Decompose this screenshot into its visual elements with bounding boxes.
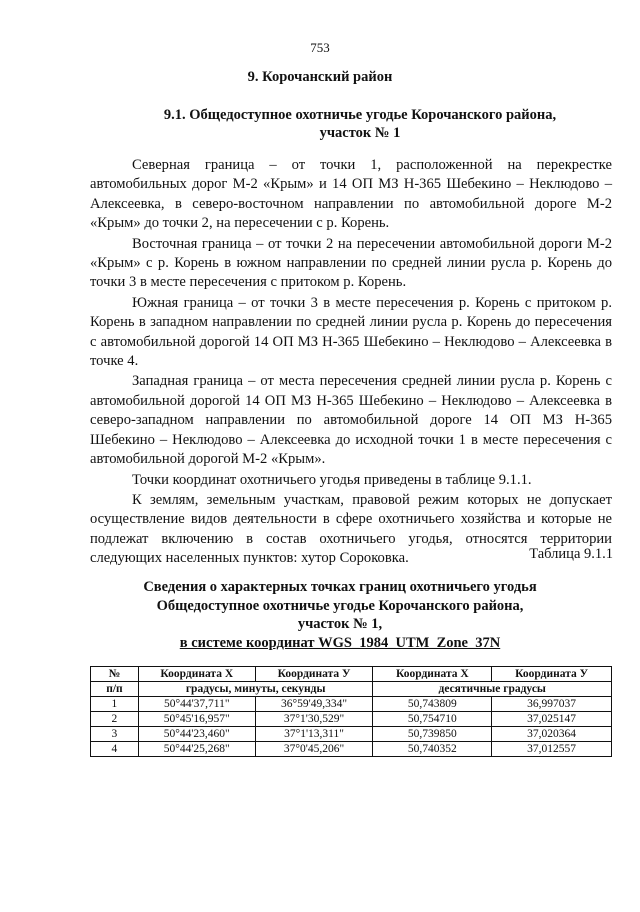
table-row [91,697,612,712]
subsection-title-line1: 9.1. Общедоступное охотничье угодье Корочанского района, [163,107,557,123]
cell-x-dec: 50,740352 [373,742,492,757]
paragraph-north-border: Северная граница – от точки 1, расположенной на перекрестке автомобильных дорог М-2 «Крым» и 14 ОП МЗ Н-365 Шебекино – Неклюдово – Алексеевка, в северо-восточном направлении по автомобильной дороге М-2 «Крым» до точки 2, на пересечении с р. Корень. [90,157,612,232]
cell-y-dms: 37°0'45,206" [255,742,373,757]
cell-x-dec: 50,754710 [373,712,492,727]
table-title-line4: в системе координат WGS_1984_UTM_Zone_37N [179,634,501,651]
coordinates-table [90,666,612,757]
cell-x-dms: 50°44'23,460" [138,727,255,742]
section-title: 9. Корочанский район [247,69,393,85]
body-text [90,156,612,570]
paragraph-west-border: Западная граница – от места пересечения средней линии русла р. Корень с автомобильной дорогой 14 ОП МЗ Н-365 Шебекино – Неклюдово – Алексеевка в северо-западном направлении по автомобильной дороге 14 ОП МЗ Н-365 Шебекино – Неклюдово – Алексеевка до исходной точки 1 в месте пересечения с автомобильной дорогой М-2 «Крым». [90,373,612,468]
paragraph-south-border: Южная граница – от точки 3 в месте пересечения р. Корень с притоком р. Корень в западном направлении по средней линии русла р. Корень до пересечения с автомобильной дорогой 14 ОП МЗ Н-365 Шебекино – Неклюдово – Алексеевка в точке 4. [90,294,612,370]
paragraph-excluded-lands: К землям, земельным участкам, правовой режим которых не допускает осуществление видов деятельности в сфере охотничьего хозяйства и которые не подлежат включению в состав охотничьего угодья, относятся территории следующих населенных пунктов: хутор Сороковка. [90,491,612,567]
cell-number: 2 [91,712,139,727]
header-pp: п/п [91,682,139,697]
cell-y-dms: 37°1'13,311" [255,727,373,742]
table-title-line2: Общедоступное охотничье угодье Корочанского района, [156,597,524,614]
cell-y-dec: 37,020364 [492,727,612,742]
page-number: 753 [310,40,330,55]
cell-y-dms: 37°1'30,529" [255,712,373,727]
header-coord-y-dec: Координата У [492,667,612,682]
cell-x-dec: 50,743809 [373,697,492,712]
header-number: № [91,667,139,682]
cell-x-dec: 50,739850 [373,727,492,742]
table-title-line3: участок № 1, [297,616,383,632]
table-caption: Таблица 9.1.1 [529,546,613,562]
table-row [91,712,612,727]
cell-x-dms: 50°44'37,711" [138,697,255,712]
cell-y-dec: 37,012557 [492,742,612,757]
cell-number: 4 [91,742,139,757]
table-row [91,742,612,757]
table-header-row [91,667,612,682]
cell-y-dms: 36°59'49,334" [255,697,373,712]
cell-x-dms: 50°44'25,268" [138,742,255,757]
cell-number: 1 [91,697,139,712]
subsection-title-line2: участок № 1 [319,125,401,141]
header-coord-x-dms: Координата X [138,667,255,682]
table-title [110,578,570,652]
table-subheader-row [91,682,612,697]
cell-y-dec: 37,025147 [492,712,612,727]
subsection-title [150,106,570,142]
paragraph-table-reference: Точки координат охотничьего угодья приведены в таблице 9.1.1. [132,471,532,488]
cell-x-dms: 50°45'16,957" [138,712,255,727]
header-coord-x-dec: Координата X [373,667,492,682]
table-title-line1: Сведения о характерных точках границ охотничьего угодья [143,579,537,595]
table-row [91,727,612,742]
cell-y-dec: 36,997037 [492,697,612,712]
paragraph-east-border: Восточная граница – от точки 2 на пересечении автомобильной дороги М-2 «Крым» с р. Корень в южном направлении по средней линии русла р. Корень до точки 3 в месте пересечения с притоком р. Корень. [90,235,612,291]
cell-number: 3 [91,727,139,742]
header-coord-y-dms: Координата У [255,667,373,682]
header-decimal-units: десятичные градусы [373,682,612,697]
header-dms-units: градусы, минуты, секунды [138,682,373,697]
